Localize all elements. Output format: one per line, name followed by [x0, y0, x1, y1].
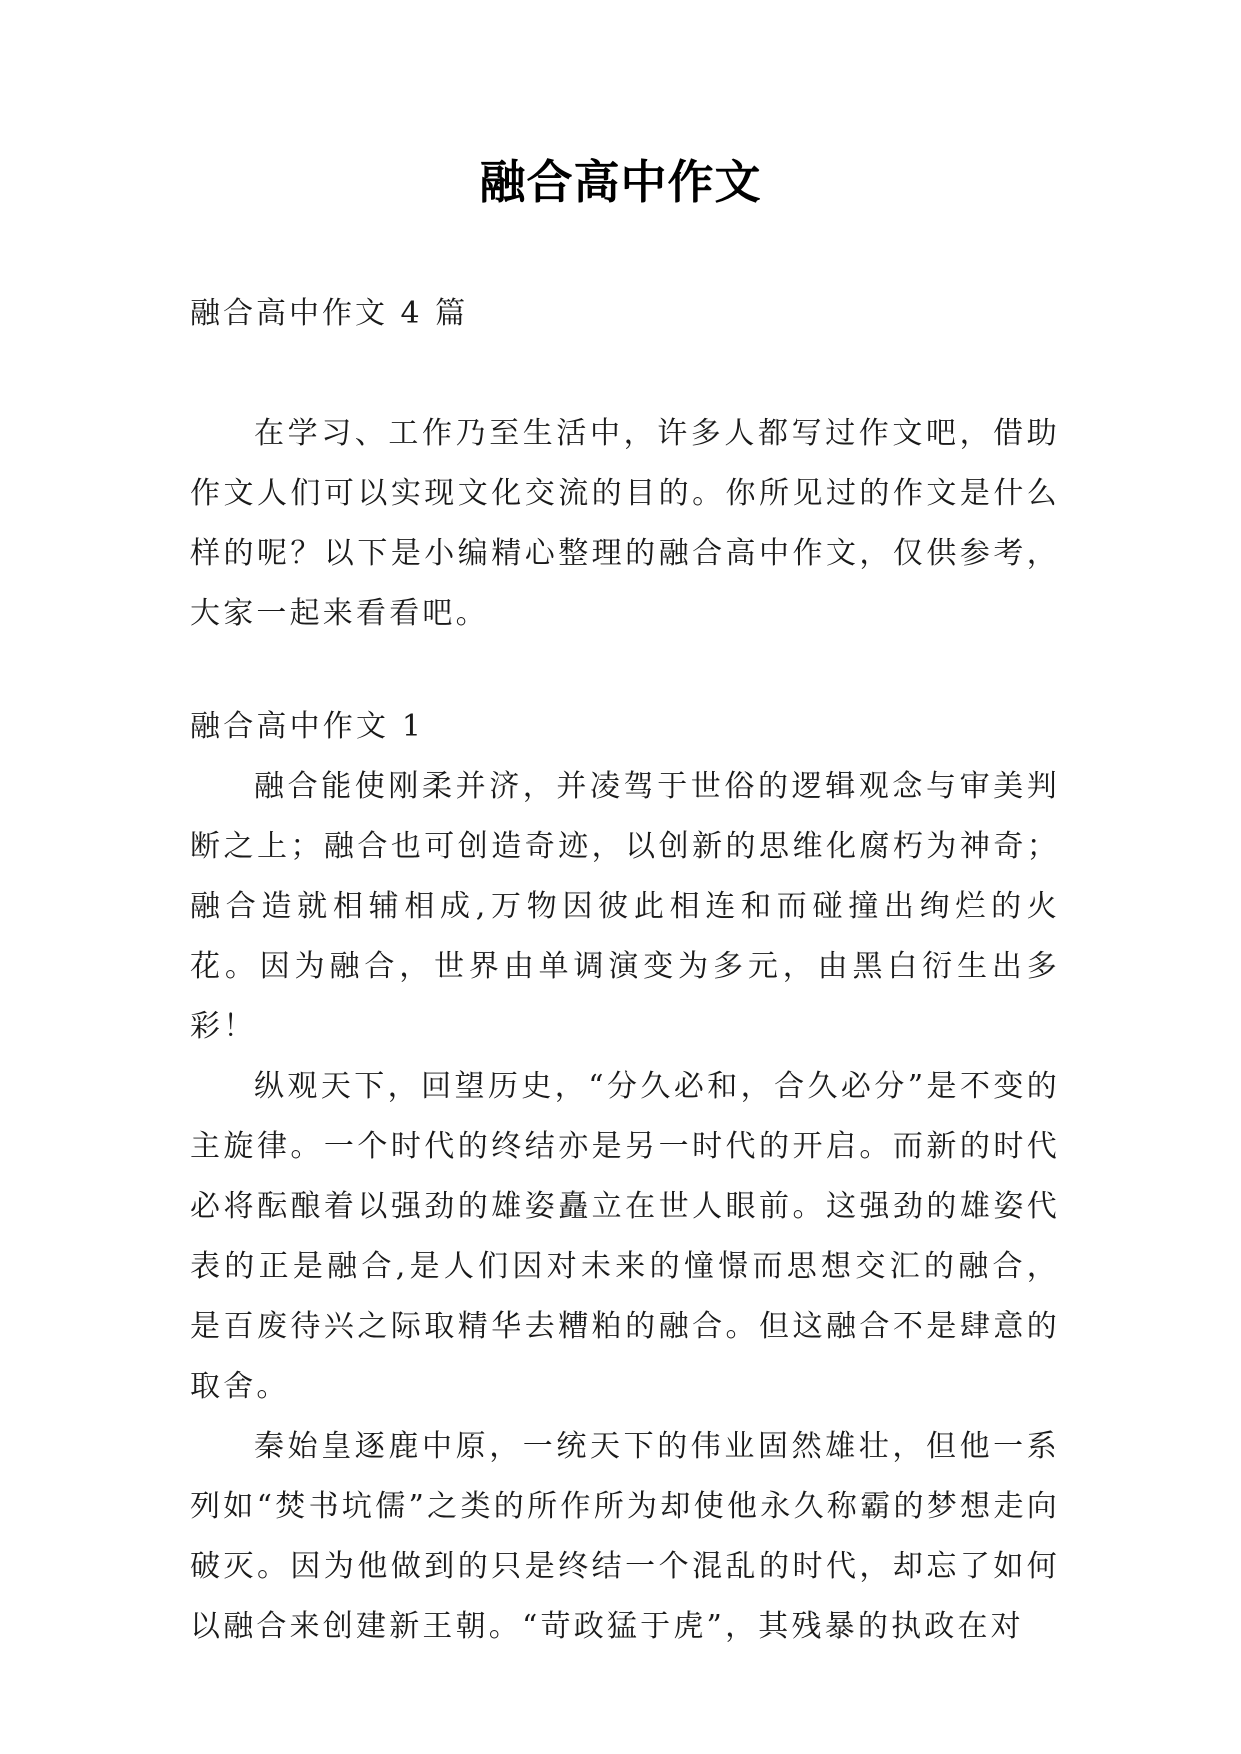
- document-subtitle: 融合高中作文 4 篇: [190, 296, 469, 331]
- body-paragraph-2: 纵观天下，回望历史，“分久必和，合久必分”是不变的主旋律。一个时代的终结亦是另一时代的开启。而新的时代必将酝酿着以强劲的雄姿矗立在世人眼前。这强劲的雄姿代表的正是融合,是人们因对未来的憧憬而思想交汇的融合，是百废待兴之际取精华去糟粕的融合。但这融合不是肆意的取舍。: [190, 1069, 1060, 1404]
- essay-section-1: [190, 697, 1060, 1657]
- section-heading: 融合高中作文 1: [190, 709, 425, 744]
- intro-block: [190, 404, 1060, 644]
- document-title: 融合高中作文: [479, 155, 762, 209]
- intro-paragraph: 在学习、工作乃至生活中，许多人都写过作文吧，借助作文人们可以实现文化交流的目的。你所见过的作文是什么样的呢？以下是小编精心整理的融合高中作文，仅供参考，大家一起来看看吧。: [190, 416, 1060, 631]
- body-paragraph-1: 融合能使刚柔并济，并凌驾于世俗的逻辑观念与审美判断之上；融合也可创造奇迹，以创新的思维化腐朽为神奇；融合造就相辅相成,万物因彼此相连和而碰撞出绚烂的火花。因为融合，世界由单调演变为多元，由黑白衍生出多彩！: [190, 769, 1060, 1044]
- body-paragraph-3: 秦始皇逐鹿中原，一统天下的伟业固然雄壮，但他一系列如“焚书坑儒”之类的所作所为却使他永久称霸的梦想走向破灭。因为他做到的只是终结一个混乱的时代，却忘了如何以融合来创建新王朝。“苛政猛于虎”，其残暴的执政在对: [190, 1429, 1060, 1644]
